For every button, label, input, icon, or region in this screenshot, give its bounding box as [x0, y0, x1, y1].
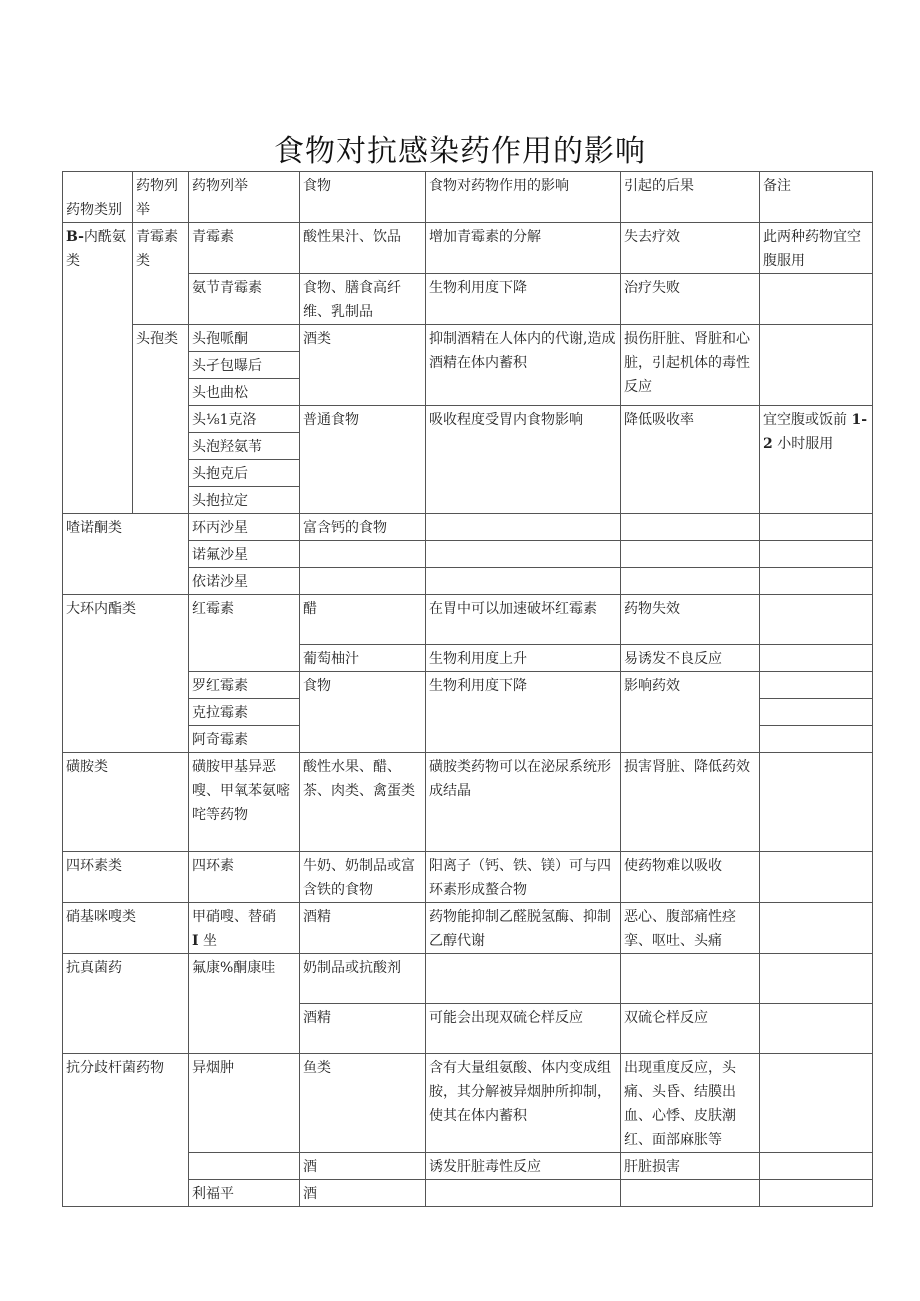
food-cell: 酒 [300, 1180, 426, 1207]
effect-cell: 药物能抑制乙醛脱氢酶、抑制乙醇代谢 [426, 903, 621, 954]
drug-cell: 异烟肿 [189, 1054, 300, 1153]
note-cell [760, 753, 873, 852]
food-cell: 醋 [300, 595, 426, 645]
effect-cell [426, 1180, 621, 1207]
drug-cell: 氟康%酮康哇 [189, 954, 300, 1054]
category-cell: 抗真菌药 [63, 954, 189, 1054]
food-cell: 普通食物 [300, 406, 426, 514]
effect-cell: 抑制酒精在人体内的代谢,造成酒精在体内蓄积 [426, 325, 621, 406]
consequence-cell: 使药物难以吸收 [621, 852, 760, 903]
note-cell [760, 672, 873, 699]
effect-cell: 吸收程度受胃内食物影响 [426, 406, 621, 514]
note-cell [760, 568, 873, 595]
note-cell [760, 541, 873, 568]
subcategory-cell: 青霉素类 [133, 223, 189, 325]
note-cell [760, 595, 873, 645]
drug-cell: 依诺沙星 [189, 568, 300, 595]
food-cell: 牛奶、奶制品或富含铁的食物 [300, 852, 426, 903]
note-cell [760, 274, 873, 325]
food-cell: 食物、膳食高纤维、乳制品 [300, 274, 426, 325]
drug-cell: 克拉霉素 [189, 699, 300, 726]
note-cell [760, 645, 873, 672]
note-cell: 宜空腹或饭前 1- 2 小时服用 [760, 406, 873, 514]
note-cell [760, 514, 873, 541]
table-row [63, 223, 873, 274]
drug-cell: 头也曲松 [189, 379, 300, 406]
category-cell: 四环素类 [63, 852, 189, 903]
effect-cell: 可能会出现双硫仑样反应 [426, 1004, 621, 1054]
category-cell: 喳诺酮类 [63, 514, 189, 595]
consequence-cell: 损害肾脏、降低药效 [621, 753, 760, 852]
table-row [63, 1054, 873, 1153]
note-cell [760, 726, 873, 753]
note-cell [760, 1180, 873, 1207]
consequence-cell: 影响药效 [621, 672, 760, 753]
consequence-cell: 药物失效 [621, 595, 760, 645]
food-cell: 食物 [300, 672, 426, 753]
food-cell [300, 568, 426, 595]
table-row [63, 514, 873, 541]
consequence-cell: 失去疗效 [621, 223, 760, 274]
drug-cell [189, 1153, 300, 1180]
header-example-b: 药物列举 [189, 172, 300, 223]
consequence-cell: 易诱发不良反应 [621, 645, 760, 672]
category-cell: 抗分歧杆菌药物 [63, 1054, 189, 1207]
note-cell [760, 1054, 873, 1153]
drug-cell: 四环素 [189, 852, 300, 903]
note-cell [760, 1153, 873, 1180]
subcategory-cell: 头孢类 [133, 325, 189, 514]
drug-cell: 头孢哌酮 [189, 325, 300, 352]
drug-cell: 阿奇霉素 [189, 726, 300, 753]
table-row [63, 954, 873, 1004]
note-cell [760, 325, 873, 406]
effect-cell: 磺胺类药物可以在泌尿系统形成结晶 [426, 753, 621, 852]
header-example-a: 药物列举 [133, 172, 189, 223]
food-cell: 富含钙的食物 [300, 514, 426, 541]
drug-cell: 甲硝嗖、替硝 I 坐 [189, 903, 300, 954]
page-title: 食物对抗感染药作用的影响 [274, 134, 646, 169]
header-category: 药物类别 [63, 172, 133, 223]
note-cell [760, 699, 873, 726]
header-food: 食物 [300, 172, 426, 223]
food-cell: 酸性水果、醋、茶、肉类、禽蛋类 [300, 753, 426, 852]
category-cell: 磺胺类 [63, 753, 189, 852]
table-row [63, 595, 873, 645]
food-cell [300, 541, 426, 568]
food-cell: 鱼类 [300, 1054, 426, 1153]
table-row [63, 903, 873, 954]
effect-cell: 生物利用度下降 [426, 672, 621, 753]
drug-food-table [62, 171, 873, 1207]
consequence-cell: 降低吸收率 [621, 406, 760, 514]
effect-cell [426, 568, 621, 595]
consequence-cell: 恶心、腹部痛性痉挛、呕吐、头痛 [621, 903, 760, 954]
drug-cell: 利福平 [189, 1180, 300, 1207]
drug-cell: 头抱克后 [189, 460, 300, 487]
effect-cell [426, 954, 621, 1004]
drug-cell: 诺氟沙星 [189, 541, 300, 568]
food-cell: 酒精 [300, 1004, 426, 1054]
drug-cell: 磺胺甲基异恶嗖、甲氧苯氨嘧咤等药物 [189, 753, 300, 852]
drug-cell: 青霉素 [189, 223, 300, 274]
effect-cell: 增加青霉素的分解 [426, 223, 621, 274]
effect-cell: 生物利用度上升 [426, 645, 621, 672]
food-cell: 酒类 [300, 325, 426, 406]
table-row [63, 325, 873, 352]
consequence-cell: 出现重度反应，头痛、头昏、结膜出血、心悸、皮肤潮红、面部麻胀等 [621, 1054, 760, 1153]
consequence-cell [621, 568, 760, 595]
drug-cell: 头⅛1克洛 [189, 406, 300, 433]
drug-cell: 罗红霉素 [189, 672, 300, 699]
drug-cell: 红霉素 [189, 595, 300, 672]
note-cell [760, 852, 873, 903]
effect-cell [426, 541, 621, 568]
food-cell: 葡萄柚汁 [300, 645, 426, 672]
note-cell [760, 954, 873, 1004]
consequence-cell: 损伤肝脏、肾脏和心脏，引起机体的毒性反应 [621, 325, 760, 406]
drug-cell: 头泡羟氨苇 [189, 433, 300, 460]
header-note: 备注 [760, 172, 873, 223]
consequence-cell [621, 1180, 760, 1207]
drug-cell: 环丙沙星 [189, 514, 300, 541]
food-cell: 酒 [300, 1153, 426, 1180]
header-effect: 食物对药物作用的影响 [426, 172, 621, 223]
header-row [63, 172, 873, 223]
effect-cell: 生物利用度下降 [426, 274, 621, 325]
header-consequence: 引起的后果 [621, 172, 760, 223]
consequence-cell: 治疗失败 [621, 274, 760, 325]
consequence-cell [621, 541, 760, 568]
food-cell: 酸性果汁、饮品 [300, 223, 426, 274]
consequence-cell: 双硫仑样反应 [621, 1004, 760, 1054]
food-cell: 奶制品或抗酸剂 [300, 954, 426, 1004]
note-cell [760, 1004, 873, 1054]
category-cell: B-内酰氨类 [63, 223, 133, 514]
consequence-cell [621, 954, 760, 1004]
effect-cell: 在胃中可以加速破坏红霉素 [426, 595, 621, 645]
table-row [63, 753, 873, 852]
category-cell: 大环内酯类 [63, 595, 189, 753]
consequence-cell [621, 514, 760, 541]
table-row [63, 852, 873, 903]
effect-cell: 含有大量组氨酸、体内变成组胺，其分解被异烟肿所抑制，使其在体内蓄积 [426, 1054, 621, 1153]
category-cell: 硝基咪嗖类 [63, 903, 189, 954]
drug-cell: 头孑包曝后 [189, 352, 300, 379]
drug-cell: 氨节青霉素 [189, 274, 300, 325]
consequence-cell: 肝脏损害 [621, 1153, 760, 1180]
note-cell [760, 903, 873, 954]
food-cell: 酒精 [300, 903, 426, 954]
effect-cell: 诱发肝脏毒性反应 [426, 1153, 621, 1180]
drug-cell: 头抱拉定 [189, 487, 300, 514]
effect-cell: 阳离子（钙、铁、镁）可与四环素形成螯合物 [426, 852, 621, 903]
effect-cell [426, 514, 621, 541]
note-cell: 此两种药物宜空腹服用 [760, 223, 873, 274]
